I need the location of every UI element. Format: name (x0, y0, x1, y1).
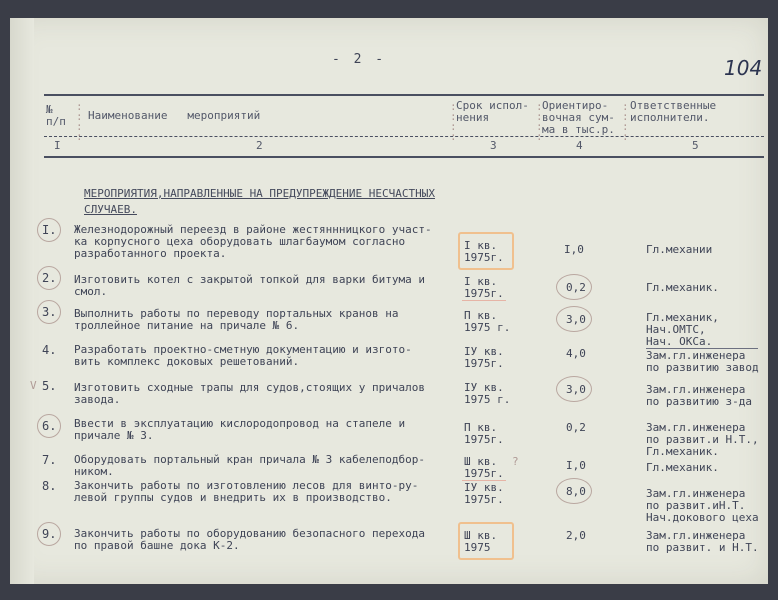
colnum-2: 2 (256, 139, 263, 152)
row-responsible: Зам.гл.инженера по развит.иН.Т. Нач.докового цеха (646, 487, 759, 524)
page-number: - 2 - (332, 52, 387, 67)
row-responsible: Зам.гл.инженера по развитию завод (646, 349, 759, 374)
row-term: I кв. 1975г. (464, 239, 504, 264)
highlight-box (458, 232, 514, 270)
row-number: 9. (42, 527, 57, 541)
handwritten-question-mark: ? (512, 455, 519, 468)
row-text: Выполнить работы по переводу портальных кранов на троллейное питание на причале № 6. (74, 307, 399, 332)
row-term: П кв. 1975г. (464, 421, 504, 446)
row-sum: I,0 (566, 459, 586, 472)
row-number: 8. (42, 479, 57, 493)
row-responsible: Зам.гл.инженера по развитию з-да (646, 383, 752, 408)
handwritten-circle-mark (556, 376, 592, 402)
row-text: Ввести в эксплуатацию кислородопровод на стапеле и причале № 3. (74, 417, 406, 442)
row-number: 6. (42, 419, 57, 433)
row-responsible: Гл.механик. (646, 461, 719, 474)
row-text: Оборудовать портальный кран причала № 3 кабелеподбор- ником. (74, 453, 425, 478)
header-responsible: Ответственные исполнители. (630, 99, 717, 124)
handwritten-circle-mark (37, 266, 61, 290)
row-number: 5. (42, 379, 57, 393)
row-sum: 3,0 (566, 383, 586, 396)
row-text: Изготовить котел с закрытой топкой для варки битума и смол. (74, 273, 425, 298)
header-name: Наименование мероприятий (88, 109, 261, 122)
folio-number: 104 (724, 56, 763, 80)
header-top-rule (44, 94, 764, 96)
row-sum: 0,2 (566, 421, 586, 434)
colnum-3: 3 (490, 139, 497, 152)
handwritten-circle-mark (37, 522, 61, 546)
colnum-4: 4 (576, 139, 583, 152)
row-responsible: Гл.механик. (646, 281, 719, 294)
col-separator: : : : : (622, 100, 629, 143)
header-mid-rule (44, 136, 764, 137)
handwritten-underline (462, 300, 506, 301)
colnum-1: I (54, 139, 61, 152)
header-number: № п/п (46, 103, 66, 128)
row-number: 2. (42, 271, 57, 285)
row-number: 7. (42, 453, 57, 467)
col-separator: : : : : (450, 100, 457, 143)
row-responsible: Гл.механик, Нач.ОМТС, Нач. ОКСа. (646, 311, 719, 348)
row-sum: 8,0 (566, 485, 586, 498)
row-sum: 2,0 (566, 529, 586, 542)
handwritten-circle-mark (556, 478, 592, 504)
row-text: Разработать проектно-сметную документацию и изгото- вить комплекс доковых решетований. (74, 343, 412, 368)
header-sum: Ориентиро- вочная сум- ма в тыс.р. (542, 99, 615, 136)
handwritten-circle-mark (556, 306, 592, 332)
row-text: Закончить работы по оборудованию безопасного перехода по правой башне дока К-2. (74, 527, 425, 552)
document-page (10, 18, 768, 584)
row-term: IУ кв. 1975г. (464, 345, 504, 370)
row-term: IУ кв. 1975г. (464, 481, 504, 506)
row-responsible: Зам.гл.инженера по развит. и Н.Т. (646, 529, 759, 554)
header-bottom-rule (44, 156, 764, 158)
row-text: Железнодорожный переезд в районе жестяннницкого участ- ка корпусного цеха оборудовать шлагбаумом согласно разработанного проекта. (74, 223, 432, 260)
row-number: 3. (42, 305, 57, 319)
page-binding-edge (10, 18, 34, 584)
col-separator: : : : : (536, 100, 543, 143)
margin-check-mark: V (30, 379, 37, 392)
handwritten-circle-mark (37, 300, 61, 324)
colnum-5: 5 (692, 139, 699, 152)
row-responsible: Гл.механии (646, 243, 713, 256)
section-title: МЕРОПРИЯТИЯ,НАПРАВЛЕННЫЕ НА ПРЕДУПРЕЖДЕНИЕ НЕСЧАСТНЫХ СЛУЧАЕВ. (84, 187, 435, 216)
row-number: I. (42, 223, 57, 237)
row-text: Изготовить сходные трапы для судов,стоящих у причалов завода. (74, 381, 425, 406)
row-term: П кв. 1975 г. (464, 309, 511, 334)
row-number: 4. (42, 343, 57, 357)
row-sum: 4,0 (566, 347, 586, 360)
row-term: IУ кв. 1975 г. (464, 381, 511, 406)
row-term: I кв. 1975г. (464, 275, 504, 300)
handwritten-circle-mark (37, 218, 61, 242)
row-responsible: Зам.гл.инженера по развит.и Н.Т., Гл.механик. (646, 421, 759, 458)
row-term: Ш кв. 1975г. (464, 455, 504, 480)
handwritten-circle-mark (37, 414, 61, 438)
row-text: Закончить работы по изготовлению лесов для винто-ру- левой группы судов и внедрить их в производство. (74, 479, 419, 504)
col-separator: : : : : (76, 100, 83, 143)
highlight-box (458, 522, 514, 560)
row-sum: 3,0 (566, 313, 586, 326)
header-term: Срок испол- нения (456, 99, 529, 124)
row-term: Ш кв. 1975 (464, 529, 498, 554)
row-sum: I,0 (564, 243, 584, 256)
handwritten-circle-mark (556, 274, 592, 300)
row-sum: 0,2 (566, 281, 586, 294)
